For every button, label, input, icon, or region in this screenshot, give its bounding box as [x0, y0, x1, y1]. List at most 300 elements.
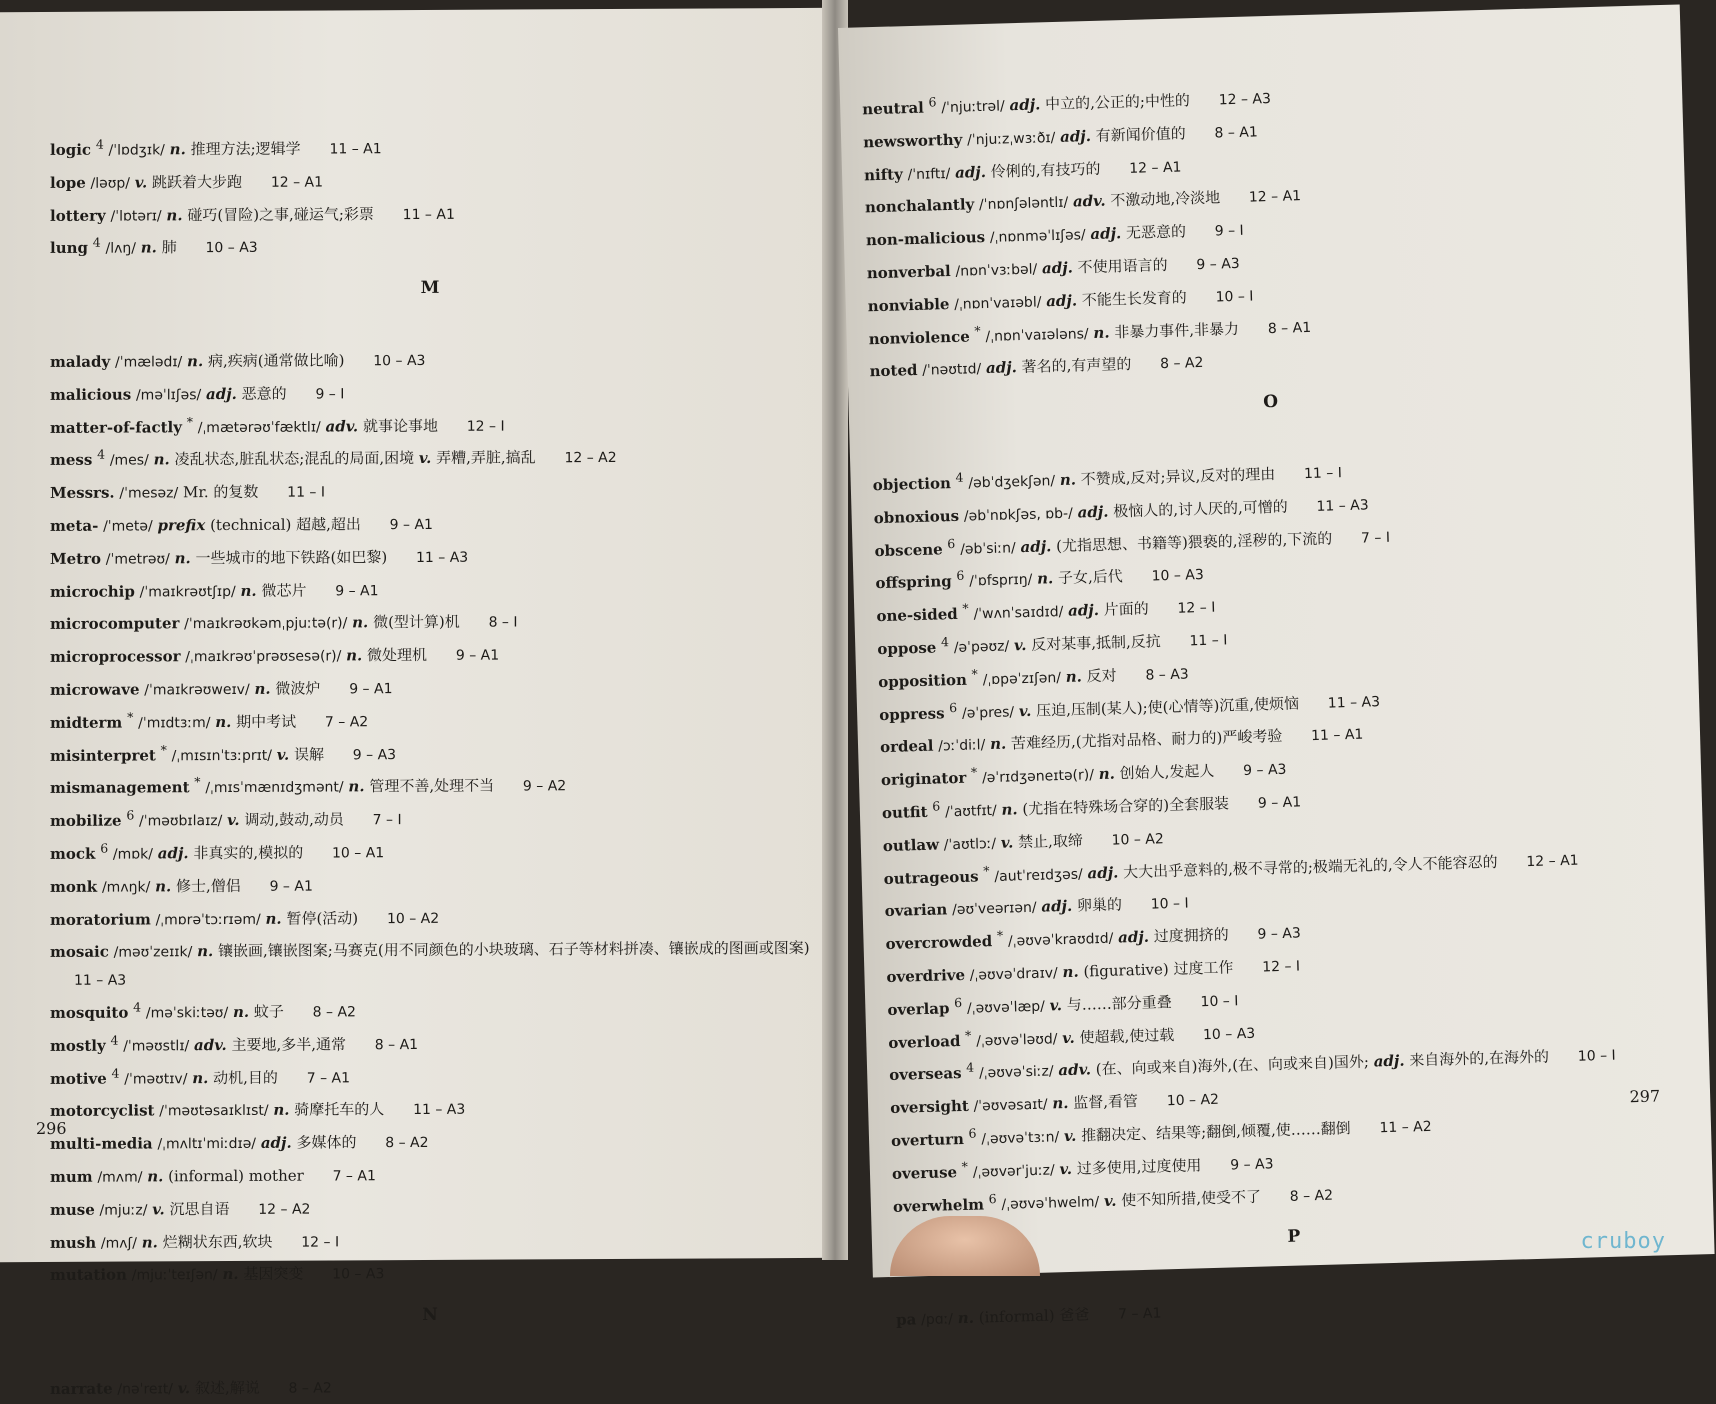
dictionary-entry [50, 373, 810, 410]
part-of-speech: adj. [206, 385, 237, 403]
part-of-speech: n. [154, 451, 170, 469]
unit-reference: 11 – A3 [1328, 694, 1381, 711]
unit-reference: 11 – I [287, 485, 325, 501]
pronunciation: /məˈlɪʃəs/ [136, 387, 201, 403]
frequency-mark: * [962, 601, 969, 616]
part-of-speech: v. [277, 745, 289, 763]
unit-reference: 11 – A3 [74, 973, 126, 989]
unit-reference: 12 – A1 [271, 174, 323, 190]
unit-reference: 10 – I [1578, 1048, 1616, 1065]
part-of-speech: n. [155, 877, 171, 895]
part-of-speech: adj. [1042, 259, 1073, 278]
part-of-speech: v. [1059, 1160, 1072, 1178]
unit-reference: 12 – I [1262, 958, 1300, 975]
dictionary-entry [50, 1122, 810, 1159]
unit-reference: 10 – A3 [206, 240, 258, 256]
pronunciation: /əˈpres/ [962, 704, 1015, 721]
part-of-speech: n. [958, 1309, 975, 1327]
definition: 微芯片 [261, 581, 306, 599]
part-of-speech: n. [1093, 323, 1110, 341]
definition: 主要地,多半,通常 [231, 1035, 346, 1054]
part-of-speech: adj. [1077, 502, 1108, 521]
pronunciation: /əˈpəʊz/ [954, 638, 1010, 656]
pronunciation: /ˈmaɪkrəʊweɪv/ [144, 682, 249, 699]
dictionary-entry [50, 438, 810, 475]
definition: 片面的 [1103, 600, 1149, 619]
pronunciation: /əbˈsiːn/ [960, 540, 1016, 558]
definition: 动机,目的 [213, 1068, 278, 1086]
part-of-speech: n. [348, 778, 364, 796]
frequency-mark: 4 [110, 1032, 118, 1047]
unit-reference: 11 – A3 [413, 1102, 465, 1118]
pronunciation: /pɑː/ [921, 1311, 953, 1328]
headword: pa [896, 1310, 917, 1329]
definition: 压迫,压制(某人);使(心情等)沉重,使烦恼 [1036, 694, 1299, 719]
part-of-speech: adv. [326, 417, 359, 435]
definition: 非真实的,模拟的 [193, 844, 303, 863]
part-of-speech: n. [352, 614, 368, 632]
headword: malady [50, 353, 110, 371]
unit-reference: 7 – A2 [325, 714, 368, 730]
definition: 不能生长发育的 [1082, 288, 1187, 309]
frequency-mark: 4 [955, 470, 963, 485]
unit-reference: 10 – A3 [332, 1266, 384, 1282]
definition: 微波炉 [275, 679, 320, 697]
dictionary-entry [50, 1056, 810, 1093]
part-of-speech: prefix [158, 516, 206, 534]
part-of-speech: n. [241, 581, 257, 599]
part-of-speech: adj. [1020, 537, 1051, 556]
headword: mobilize [50, 812, 122, 830]
part-of-speech: n. [266, 909, 282, 927]
unit-reference: 11 – I [1189, 632, 1227, 649]
definition: (informal) 爸爸 [978, 1306, 1089, 1327]
pronunciation: /ɔːˈdiːl/ [938, 738, 986, 755]
dictionary-entry [50, 668, 810, 705]
dictionary-entry [50, 537, 810, 574]
part-of-speech: v. [227, 811, 239, 829]
unit-reference: 7 – I [1361, 529, 1390, 546]
frequency-mark: * [194, 774, 200, 789]
right-entry-list [862, 69, 1696, 1335]
headword: mush [50, 1233, 96, 1251]
dictionary-entry [50, 635, 810, 672]
pronunciation: /ˈmaɪkrəʊkəmˌpjuːtə(r)/ [184, 616, 347, 633]
headword: mess [50, 451, 92, 469]
unit-reference: 8 – I [489, 615, 518, 631]
dictionary-entry [50, 799, 810, 836]
part-of-speech: n. [1065, 667, 1082, 685]
headword: lottery [50, 206, 106, 224]
unit-reference: 11 – A1 [403, 206, 455, 222]
frequency-mark: * [983, 863, 990, 878]
unit-reference: 10 – I [1215, 288, 1253, 305]
part-of-speech: adj. [1060, 127, 1091, 146]
unit-reference: 11 – A1 [1311, 727, 1364, 744]
unit-reference: 10 – I [1151, 896, 1189, 913]
pronunciation: /ˌəʊvəˈsiːz/ [979, 1064, 1054, 1082]
unit-reference: 10 – A2 [387, 910, 439, 926]
definition: 烂糊状东西,软块 [163, 1232, 273, 1251]
headword: logic [50, 141, 91, 159]
dictionary-entry [50, 1253, 810, 1290]
definition: 伶俐的,有技巧的 [990, 159, 1100, 180]
headword: motorcyclist [50, 1102, 154, 1121]
extra-part-of-speech: adj. [1373, 1052, 1404, 1071]
frequency-mark: * [971, 765, 978, 780]
part-of-speech: adj. [986, 359, 1017, 378]
unit-reference: 8 – A3 [1145, 666, 1189, 683]
dictionary-entry [50, 897, 810, 934]
frequency-mark: 4 [97, 447, 105, 462]
frequency-mark: 6 [956, 568, 964, 583]
headword: ovarian [884, 901, 947, 921]
headword: nifty [864, 165, 903, 184]
headword: oppose [877, 638, 936, 658]
left-page-number: 296 [36, 1119, 67, 1138]
pronunciation: /ˈməʊtəsaɪklɪst/ [159, 1103, 268, 1120]
part-of-speech: adj. [1041, 897, 1072, 916]
definition: 修士,僧侣 [176, 877, 241, 895]
pronunciation: /ˈməʊtɪv/ [124, 1071, 187, 1087]
definition: 非暴力事件,非暴力 [1114, 320, 1239, 341]
pronunciation: /ləʊp/ [91, 175, 130, 191]
definition: 微(型计算)机 [373, 613, 460, 631]
part-of-speech: adj. [261, 1134, 292, 1152]
part-of-speech: adv. [1073, 192, 1106, 211]
definition: 恶意的 [242, 384, 287, 402]
headword: opposition [878, 670, 967, 690]
unit-reference: 10 – A2 [1167, 1092, 1220, 1109]
unit-reference: 12 – A2 [258, 1201, 310, 1217]
pronunciation: /ˈnjuːtrəl/ [941, 98, 1005, 116]
unit-reference: 10 – A1 [332, 845, 384, 861]
definition: 就事论事地 [363, 416, 438, 434]
dictionary-entry [50, 832, 810, 869]
part-of-speech: n. [273, 1101, 289, 1119]
part-of-speech: n. [197, 942, 213, 960]
headword: overlap [887, 999, 950, 1019]
frequency-mark: * [161, 742, 167, 757]
pronunciation: /mjuːˈteɪʃən/ [132, 1267, 218, 1283]
headword: microchip [50, 582, 135, 600]
definition: 镶嵌画,镶嵌图案;马赛克(用不同颜色的小块玻璃、石子等材料拼凑、镶嵌成的图画或图案) [218, 939, 810, 960]
pronunciation: /ˌmætərəʊˈfæktlɪ/ [198, 419, 321, 436]
unit-reference: 9 – A3 [353, 747, 396, 763]
watermark-text: cruboy [1581, 1229, 1666, 1254]
headword: overcrowded [885, 932, 992, 953]
unit-reference: 9 – A1 [270, 878, 313, 894]
definition: (尤指在特殊场合穿的)全套服装 [1022, 794, 1229, 818]
definition: 监督,看管 [1073, 1092, 1138, 1112]
pronunciation: /ˌəʊvəˈtɜːn/ [981, 1129, 1059, 1147]
right-page [838, 4, 1715, 1277]
part-of-speech: n. [1037, 570, 1054, 588]
dictionary-entry [50, 161, 810, 198]
headword: outrageous [884, 867, 979, 888]
dictionary-entry [50, 1188, 810, 1225]
unit-reference: 7 – A1 [333, 1168, 376, 1184]
pronunciation: /mʌŋk/ [102, 879, 150, 895]
unit-reference: 8 – A2 [385, 1135, 428, 1151]
definition: 微处理机 [367, 646, 427, 664]
unit-reference: 8 – A2 [1290, 1187, 1334, 1204]
pronunciation: /lʌŋ/ [106, 241, 136, 257]
unit-reference: 9 – A3 [1196, 256, 1240, 273]
part-of-speech: n. [166, 206, 182, 224]
headword: mosquito [50, 1003, 128, 1021]
headword: originator [881, 769, 967, 789]
definition: 使超载,使过载 [1079, 1026, 1174, 1047]
part-of-speech: n. [1062, 963, 1079, 981]
pronunciation: /ˈnɒnʃələntlɪ/ [979, 195, 1069, 213]
pronunciation: /ˈmetrəʊ/ [106, 551, 170, 567]
headword: offspring [875, 572, 952, 592]
right-page-number: 297 [1629, 1086, 1660, 1106]
headword: nonviable [868, 295, 950, 315]
unit-reference: 12 – I [1177, 600, 1215, 617]
headword: monk [50, 877, 97, 895]
headword: microprocessor [50, 647, 180, 666]
pronunciation: /ˈməʊbɪlaɪz/ [139, 813, 222, 829]
frequency-mark: * [187, 414, 193, 429]
definition: 误解 [294, 745, 324, 763]
unit-reference: 10 – I [1200, 993, 1238, 1010]
definition: 推翻决定、结果等;翻倒,倾覆,使……翻倒 [1081, 1119, 1351, 1145]
definition: 沉思自语 [169, 1200, 229, 1218]
pronunciation: /ˌmɪsɪnˈtɜːprɪt/ [172, 747, 272, 764]
unit-reference: 8 – A1 [1214, 124, 1258, 141]
definition: 无恶意的 [1126, 223, 1186, 243]
dictionary-entry [50, 504, 810, 541]
dictionary-entry [50, 930, 810, 995]
headword: microcomputer [50, 615, 179, 634]
definition: 一些城市的地下铁路(如巴黎) [196, 548, 388, 567]
headword: mostly [50, 1036, 106, 1054]
definition: 跳跃着大步跑 [152, 173, 242, 191]
unit-reference: 9 – I [1215, 223, 1244, 240]
part-of-speech: v. [1104, 1191, 1117, 1209]
definition: 创始人,发起人 [1119, 762, 1214, 783]
pronunciation: /ˈmælədɪ/ [115, 354, 182, 370]
part-of-speech: n. [990, 735, 1007, 753]
headword: lung [50, 239, 88, 257]
frequency-mark: 6 [928, 94, 936, 109]
pronunciation: /ˌəʊvərˈjuːz/ [973, 1162, 1055, 1180]
frequency-mark: 4 [96, 137, 104, 152]
part-of-speech: adj. [1118, 928, 1149, 947]
pronunciation: /mʌm/ [97, 1169, 142, 1185]
part-of-speech: v. [1062, 1028, 1075, 1046]
pronunciation: /ˌnɒnˈvaɪəbl/ [954, 294, 1042, 312]
part-of-speech: v. [1064, 1127, 1077, 1145]
definition: 病,疾病(通常做比喻) [208, 351, 344, 370]
headword: nonviolence [868, 327, 970, 348]
part-of-speech: n. [1098, 765, 1115, 783]
pronunciation: /ˌnɒnˈvaɪələns/ [985, 326, 1089, 345]
unit-reference: 8 – A2 [289, 1380, 332, 1396]
frequency-mark: 6 [100, 841, 108, 856]
pronunciation: /ˈlɒtərɪ/ [111, 208, 162, 224]
part-of-speech: adj. [158, 844, 189, 862]
part-of-speech: n. [215, 713, 231, 731]
part-of-speech: v. [1049, 996, 1062, 1014]
frequency-mark: 6 [968, 1125, 976, 1140]
headword: overload [888, 1031, 961, 1051]
dictionary-entry [50, 128, 810, 165]
section-letter: N [50, 1300, 810, 1331]
dictionary-entry [50, 340, 810, 377]
part-of-speech: n. [192, 1069, 208, 1087]
part-of-speech: adv. [194, 1036, 227, 1054]
headword: non-malicious [866, 228, 986, 249]
frequency-mark: 4 [112, 1065, 120, 1080]
definition: 与……部分重叠 [1067, 993, 1172, 1014]
headword: newsworthy [863, 130, 963, 151]
unit-reference: 7 – A1 [307, 1070, 350, 1086]
pronunciation: /ˌəʊvəˈdraɪv/ [970, 965, 1058, 983]
headword: midterm [50, 713, 122, 731]
frequency-mark: 4 [93, 235, 101, 250]
definition: 中立的,公正的;中性的 [1045, 91, 1190, 113]
pronunciation: /ˈmaɪkrəʊtʃɪp/ [140, 584, 236, 601]
headword: mosaic [50, 943, 109, 961]
extra-definition: 弄糟,弄脏,搞乱 [436, 449, 536, 468]
pronunciation: /əʊˈveərɪən/ [952, 900, 1037, 918]
definition: 不激动地,冷淡地 [1110, 189, 1220, 210]
unit-reference: 11 – I [1304, 465, 1342, 482]
dictionary-entry [50, 226, 810, 263]
unit-reference: 10 – A3 [373, 353, 425, 369]
pronunciation: /ˈməʊstlɪ/ [123, 1038, 189, 1054]
pronunciation: /ˈaʊtfɪt/ [945, 803, 997, 820]
pronunciation: /ˌmaɪkrəʊˈprəʊsesə(r)/ [185, 649, 341, 666]
definition: 肺 [162, 239, 177, 257]
pronunciation: /ˈmɪdtɜːm/ [138, 715, 210, 731]
unit-reference: 12 – A1 [1129, 159, 1182, 176]
definition: 暂停(活动) [286, 909, 358, 927]
frequency-mark: 6 [932, 798, 940, 813]
part-of-speech: n. [142, 1233, 158, 1251]
unit-reference: 11 – A3 [1316, 497, 1369, 514]
pronunciation: /ˈɒfsprɪŋ/ [969, 572, 1033, 590]
unit-reference: 9 – A2 [523, 779, 566, 795]
headword: misinterpret [50, 746, 156, 765]
part-of-speech: n. [233, 1003, 249, 1021]
unit-reference: 8 – A1 [1268, 319, 1312, 336]
part-of-speech: adj. [1087, 863, 1118, 882]
headword: neutral [862, 99, 924, 119]
headword: motive [50, 1069, 107, 1087]
headword: objection [873, 474, 952, 494]
definition: 蚊子 [254, 1003, 284, 1021]
headword: outlaw [883, 835, 940, 855]
headword: outfit [882, 803, 928, 822]
frequency-mark: 4 [133, 999, 141, 1014]
headword: multi-media [50, 1134, 153, 1153]
pronunciation: /nəˈreɪt/ [117, 1381, 173, 1397]
pronunciation: /əbˈdʒekʃən/ [968, 473, 1055, 491]
headword: obscene [874, 540, 943, 560]
section-letter: P [894, 1213, 1694, 1262]
definition: 禁止,取缔 [1018, 831, 1083, 851]
pronunciation: /əˈrɪdʒəneɪtə(r)/ [982, 767, 1094, 786]
dictionary-entry [50, 406, 810, 443]
definition: 反对某事,抵制,反抗 [1031, 632, 1161, 654]
part-of-speech: adj. [1009, 95, 1040, 114]
unit-reference: 9 – A3 [1243, 762, 1287, 779]
frequency-mark: 6 [947, 535, 955, 550]
frequency-mark: 4 [966, 1060, 974, 1075]
extra-part-of-speech: v. [419, 449, 431, 467]
headword: matter-of-factly [50, 418, 182, 437]
definition: 大大出乎意料的,极不寻常的;极端无礼的,令人不能容忍的 [1123, 852, 1498, 880]
part-of-speech: n. [346, 646, 362, 664]
definition: 凌乱状态,脏乱状态;混乱的局面,困境 [175, 449, 415, 468]
frequency-mark: * [127, 709, 133, 724]
pronunciation: /ˈəʊvəsaɪt/ [973, 1097, 1047, 1115]
extra-definition: 来自海外的,在海外的 [1409, 1048, 1549, 1070]
headword: malicious [50, 385, 131, 403]
definition: 调动,鼓动,动员 [244, 811, 344, 830]
dictionary-entry [50, 865, 810, 902]
definition: 著名的,有声望的 [1021, 355, 1131, 376]
pronunciation: /ˈnjuːzˌwɜːðɪ/ [967, 130, 1056, 148]
headword: overseas [889, 1064, 962, 1084]
headword: overuse [892, 1163, 958, 1183]
part-of-speech: n. [170, 140, 186, 158]
headword: narrate [50, 1379, 113, 1397]
dictionary-entry [50, 1220, 810, 1257]
dictionary-entry [50, 1155, 810, 1192]
headword: ordeal [880, 737, 934, 756]
part-of-speech: n. [254, 680, 270, 698]
definition: (尤指思想、书籍等)猥亵的,淫秽的,下流的 [1056, 529, 1333, 555]
frequency-mark: 6 [949, 699, 957, 714]
dictionary-entry [50, 701, 810, 738]
part-of-speech: n. [175, 549, 191, 567]
pronunciation: /ˌɒpəˈzɪʃən/ [983, 670, 1062, 688]
part-of-speech: v. [1019, 701, 1032, 719]
unit-reference: 9 – A3 [1257, 926, 1301, 943]
unit-reference: 7 – A1 [1118, 1306, 1162, 1323]
unit-reference: 11 – A3 [416, 550, 468, 566]
part-of-speech: adj. [1046, 291, 1077, 310]
dictionary-entry [50, 991, 810, 1028]
headword: overdrive [886, 966, 965, 986]
dictionary-entry [50, 570, 810, 607]
part-of-speech: adv. [1058, 1061, 1091, 1080]
part-of-speech: n. [1060, 471, 1077, 489]
headword: overturn [891, 1130, 964, 1150]
headword: Metro [50, 549, 101, 567]
definition: 叙述,解说 [195, 1379, 260, 1397]
definition: 卵巢的 [1077, 896, 1123, 915]
part-of-speech: n. [222, 1265, 238, 1283]
unit-reference: 10 – A2 [1111, 831, 1164, 848]
pronunciation: /ˈmesəz/ [119, 485, 178, 501]
dictionary-entry [50, 1024, 810, 1061]
pronunciation: /ˈaʊtlɔː/ [944, 836, 997, 853]
definition: 期中考试 [236, 712, 296, 730]
definition: 碰巧(冒险)之事,碰运气;彩票 [187, 205, 374, 224]
unit-reference: 12 – A1 [1249, 189, 1302, 206]
pronunciation: /ˈlɒdʒɪk/ [109, 142, 165, 158]
definition: 苦难经历,(尤指对品格、耐力的)严峻考验 [1011, 727, 1283, 753]
part-of-speech: adj. [1090, 224, 1121, 243]
unit-reference: 12 – A3 [1218, 91, 1271, 108]
unit-reference: 9 – A3 [1230, 1156, 1274, 1173]
